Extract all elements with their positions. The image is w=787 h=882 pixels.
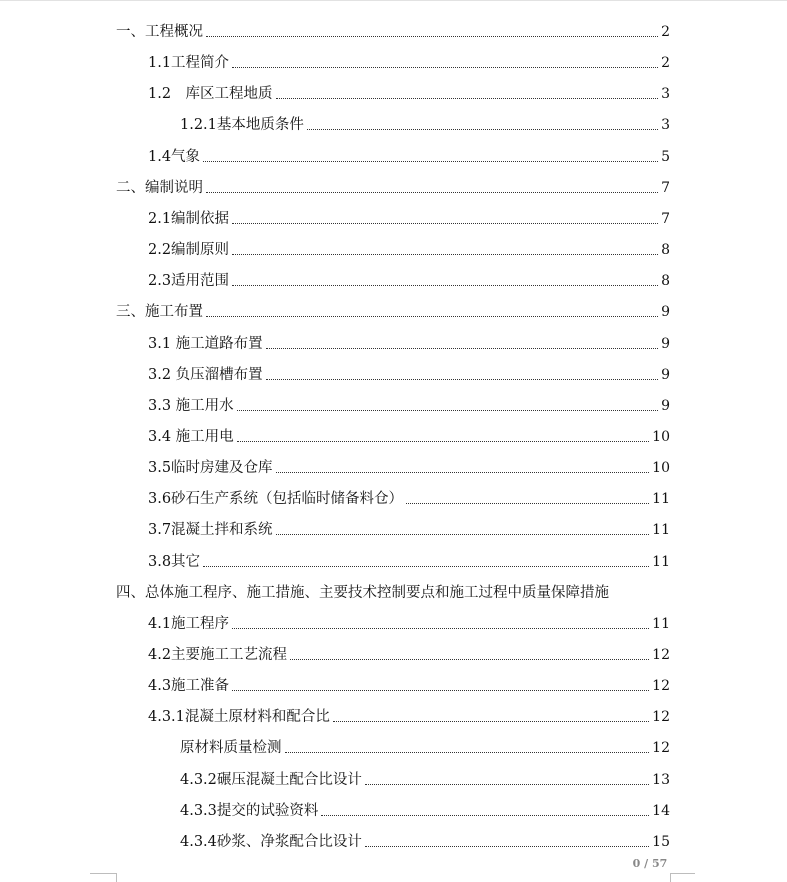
toc-entry[interactable]	[116, 580, 670, 602]
page-indicator: 0 / 57	[632, 857, 668, 870]
toc-entry-page-number: 9	[661, 367, 670, 383]
toc-entry-label: 3.3 施工用水	[148, 398, 234, 414]
toc-entry[interactable]	[116, 299, 670, 321]
toc-entry-label: 3.1 施工道路布置	[148, 336, 263, 352]
toc-entry-page-number: 9	[661, 304, 670, 320]
toc-entry-label: 1.1工程简介	[148, 55, 230, 71]
toc-entry[interactable]	[148, 268, 670, 290]
toc-dot-leader	[206, 192, 658, 193]
toc-entry-page-number: 14	[652, 803, 670, 819]
toc-dot-leader	[232, 67, 658, 68]
crop-mark-right	[670, 873, 695, 882]
toc-entry-label: 1.2 库区工程地质	[148, 86, 273, 102]
toc-entry-page-number: 11	[652, 616, 670, 632]
page-top-edge	[0, 0, 787, 1]
toc-entry-label: 4.3施工准备	[148, 678, 230, 694]
toc-dot-leader	[365, 846, 649, 847]
toc-entry-label: 4.2主要施工工艺流程	[148, 647, 288, 663]
toc-entry-page-number: 3	[661, 117, 670, 133]
toc-dot-leader	[365, 784, 649, 785]
toc-entry[interactable]	[148, 424, 670, 446]
toc-dot-leader	[276, 472, 650, 473]
toc-entry[interactable]	[148, 549, 670, 571]
toc-dot-leader	[333, 721, 649, 722]
toc-dot-leader	[232, 690, 649, 691]
toc-entry-page-number: 12	[652, 709, 670, 725]
toc-entry-label: 3.2 负压溜槽布置	[148, 367, 263, 383]
toc-dot-leader	[266, 379, 658, 380]
toc-entry-page-number: 12	[652, 678, 670, 694]
toc-dot-leader	[321, 815, 649, 816]
toc-entry[interactable]	[148, 237, 670, 259]
toc-dot-leader	[203, 161, 658, 162]
toc-entry-page-number: 10	[652, 429, 670, 445]
toc-entry-label: 1.2.1基本地质条件	[180, 117, 304, 133]
toc-entry[interactable]	[148, 206, 670, 228]
toc-entry-label: 3.6砂石生产系统（包括临时储备料仓）	[148, 491, 404, 507]
toc-entry-page-number: 7	[661, 211, 670, 227]
toc-entry-page-number: 3	[661, 86, 670, 102]
toc-dot-leader	[237, 410, 658, 411]
toc-entry-label: 3.8其它	[148, 554, 201, 570]
toc-entry[interactable]	[180, 735, 670, 757]
toc-dot-leader	[232, 223, 658, 224]
toc-entry-label: 四、总体施工程序、施工措施、主要技术控制要点和施工过程中质量保障措施	[116, 585, 609, 601]
toc-entry-label: 4.3.1混凝土原材料和配合比	[148, 709, 330, 725]
toc-dot-leader	[206, 36, 658, 37]
toc-entry[interactable]	[148, 81, 670, 103]
toc-entry-page-number: 8	[661, 242, 670, 258]
toc-entry[interactable]	[148, 642, 670, 664]
toc-entry-label: 原材料质量检测	[180, 740, 282, 756]
toc-entry[interactable]	[148, 50, 670, 72]
toc-entry-label: 三、施工布置	[116, 304, 203, 320]
toc-entry-label: 二、编制说明	[116, 180, 203, 196]
toc-entry-page-number: 10	[652, 460, 670, 476]
toc-entry-page-number: 11	[652, 491, 670, 507]
toc-entry-page-number: 15	[652, 834, 670, 850]
toc-entry-page-number: 13	[652, 772, 670, 788]
toc-entry-page-number: 5	[661, 149, 670, 165]
toc-entry-label: 2.1编制依据	[148, 211, 230, 227]
toc-entry[interactable]	[180, 798, 670, 820]
toc-entry-page-number: 2	[661, 24, 670, 40]
toc-dot-leader	[276, 98, 659, 99]
toc-dot-leader	[406, 503, 649, 504]
toc-dot-leader	[285, 752, 650, 753]
toc-entry-label: 4.3.2碾压混凝土配合比设计	[180, 772, 362, 788]
toc-entry-label: 1.4气象	[148, 149, 201, 165]
toc-dot-leader	[237, 441, 650, 442]
toc-entry-page-number: 12	[652, 740, 670, 756]
toc-dot-leader	[307, 129, 658, 130]
toc-entry-page-number: 2	[661, 55, 670, 71]
toc-entry-page-number: 12	[652, 647, 670, 663]
toc-entry-label: 4.1施工程序	[148, 616, 230, 632]
toc-dot-leader	[232, 285, 658, 286]
toc-entry[interactable]	[116, 175, 670, 197]
toc-dot-leader	[266, 348, 658, 349]
crop-mark-left	[90, 873, 117, 882]
toc-entry[interactable]	[148, 704, 670, 726]
toc-entry[interactable]	[148, 611, 670, 633]
toc-entry-label: 2.3适用范围	[148, 273, 230, 289]
toc-entry-page-number: 7	[661, 180, 670, 196]
toc-entry-label: 一、工程概况	[116, 24, 203, 40]
toc-entry-label: 3.5临时房建及仓库	[148, 460, 273, 476]
toc-entry[interactable]	[180, 767, 670, 789]
toc-entry[interactable]	[148, 144, 670, 166]
toc-entry-label: 3.4 施工用电	[148, 429, 234, 445]
toc-dot-leader	[276, 534, 650, 535]
toc-entry-page-number: 11	[652, 554, 670, 570]
toc-dot-leader	[232, 628, 649, 629]
toc-entry-page-number: 11	[652, 522, 670, 538]
toc-entry[interactable]	[148, 455, 670, 477]
toc-entry[interactable]	[116, 19, 670, 41]
toc-entry[interactable]	[148, 673, 670, 695]
toc-dot-leader	[206, 316, 658, 317]
toc-entry-label: 4.3.4砂浆、净浆配合比设计	[180, 834, 362, 850]
toc-entry-label: 4.3.3提交的试验资料	[180, 803, 319, 819]
toc-entry[interactable]	[148, 362, 670, 384]
toc-entry-label: 3.7混凝土拌和系统	[148, 522, 273, 538]
toc-entry-label: 2.2编制原则	[148, 242, 230, 258]
toc-entry-page-number: 8	[661, 273, 670, 289]
toc-entry[interactable]	[148, 517, 670, 539]
toc-entry[interactable]	[148, 393, 670, 415]
toc-entry[interactable]	[180, 112, 670, 134]
toc-entry-page-number: 9	[661, 336, 670, 352]
toc-entry[interactable]	[148, 331, 670, 353]
toc-dot-leader	[203, 566, 649, 567]
toc-entry-page-number: 9	[661, 398, 670, 414]
toc-entry[interactable]	[180, 829, 670, 851]
toc-entry[interactable]	[148, 486, 670, 508]
toc-dot-leader	[232, 254, 658, 255]
toc-dot-leader	[290, 659, 649, 660]
